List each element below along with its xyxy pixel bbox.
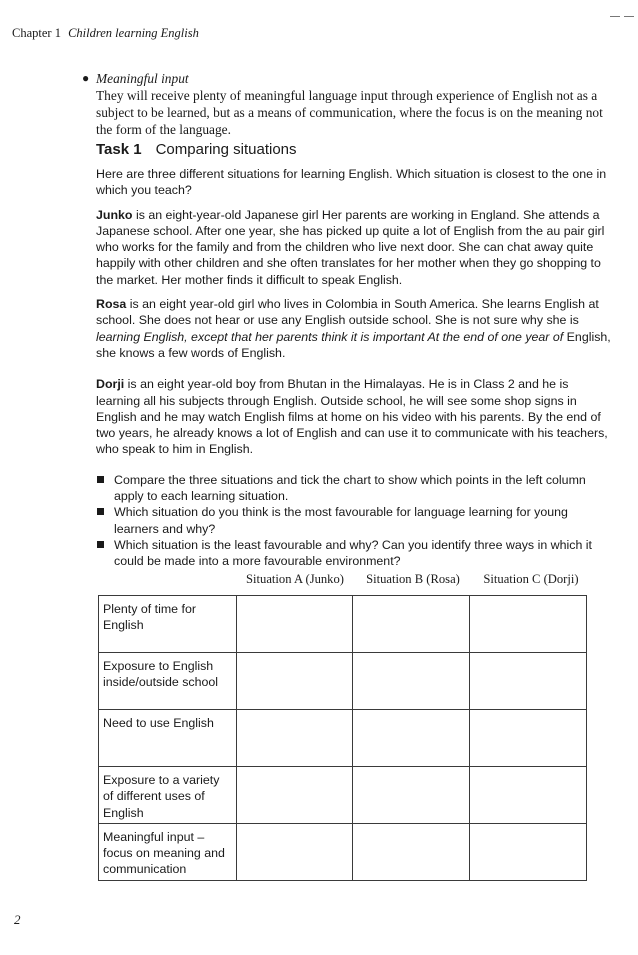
task-list-item [96,537,612,570]
junko-paragraph [96,207,612,288]
task-label: Task 1 [96,141,142,158]
task-item-text: Compare the three situations and tick the chart to show which points in the left column apply to each learning situation. [114,472,586,504]
tick-cell[interactable] [470,823,587,880]
row-label: Exposure to a variety of different uses of English [99,767,237,824]
column-header-situation-b: Situation B (Rosa) [366,572,460,586]
task-list [96,472,612,570]
column-header-situation-c: Situation C (Dorji) [483,572,579,586]
task-content [96,166,612,570]
task-heading [96,141,297,159]
tick-cell[interactable] [353,767,470,824]
running-head [12,26,199,41]
rosa-text: is an eight year-old girl who lives in Colombia in South America. She learns English at school. She does not hear or use any English outside school. She is not sure why she is [96,297,599,328]
square-bullet-icon [97,476,104,483]
comparison-chart [98,595,587,881]
bullet-dot-icon: ● [82,71,90,85]
rosa-text-end: English, she knows a few words of English. [96,329,611,360]
corner-mark [606,4,636,6]
tick-cell[interactable] [353,596,470,653]
row-label: Need to use English [99,710,237,767]
dorji-text: is an eight year-old boy from Bhutan in the Himalayas. He is in Class 2 and he is learning all his subjects through English. Outside school, he will see some shop signs in English and he may watch English films at home on his video with his parents. By the end of two years, he already knows a lot of English and can use it to communicate with his teachers, who speak to him in English. [96,377,608,457]
task-list-item [96,472,612,505]
tick-cell[interactable] [353,653,470,710]
bullet-text: They will receive plenty of meaningful language input through experience of English not as a subject to be learned, but as a means of communication, where the focus is on the meaning not the form of the language. [96,88,603,137]
square-bullet-icon [97,508,104,515]
column-header-situation-a: Situation A (Junko) [246,572,344,586]
tick-cell[interactable] [470,767,587,824]
rosa-paragraph [96,296,612,361]
table-row [99,823,587,880]
square-bullet-icon [97,541,104,548]
junko-name: Junko [96,207,133,222]
tick-cell[interactable] [470,653,587,710]
chart-column-headers [236,572,596,587]
chapter-label: Chapter 1 [12,26,61,40]
task-item-text: Which situation is the least favourable and why? Can you identify three ways in which it could be made into a more favourable environment? [114,537,592,569]
dorji-name: Dorji [96,377,125,392]
bullet-title: Meaningful input [96,71,189,86]
rosa-name: Rosa [96,297,127,312]
task-title: Comparing situations [155,141,297,158]
tick-cell[interactable] [237,710,353,767]
tick-cell[interactable] [237,596,353,653]
rosa-italic-text: learning English, except that her parents think it is important At the end of one year of [96,329,564,344]
junko-text: is an eight-year-old Japanese girl Her parents are working in England. She attends a Japanese school. After one year, she has picked up quite a lot of English from the au pair girl who works for the family and from the children who live next door. She can chat away quite happily with other children and she often translates for her mother when they go shopping to the market. Her mother finds it difficult to speak English. [96,207,605,287]
table-row [99,767,587,824]
table-row [99,710,587,767]
tick-cell[interactable] [353,823,470,880]
chapter-title: Children learning English [68,26,199,40]
row-label: Exposure to English inside/outside school [99,653,237,710]
tick-cell[interactable] [470,596,587,653]
table-row [99,653,587,710]
tick-cell[interactable] [353,710,470,767]
tick-cell[interactable] [237,767,353,824]
row-label: Meaningful input – focus on meaning and communication [99,823,237,880]
intro-paragraph: Here are three different situations for learning English. Which situation is closest to the one in which you teach? [96,167,607,198]
tick-cell[interactable] [237,653,353,710]
tick-cell[interactable] [237,823,353,880]
row-label: Plenty of time for English [99,596,237,653]
task-list-item [96,504,612,537]
dorji-paragraph [96,376,612,457]
tick-cell[interactable] [470,710,587,767]
table-row [99,596,587,653]
meaningful-input-bullet [82,70,612,138]
page-number: 2 [14,912,21,927]
task-item-text: Which situation do you think is the most favourable for language learning for young learners and why? [114,505,568,536]
